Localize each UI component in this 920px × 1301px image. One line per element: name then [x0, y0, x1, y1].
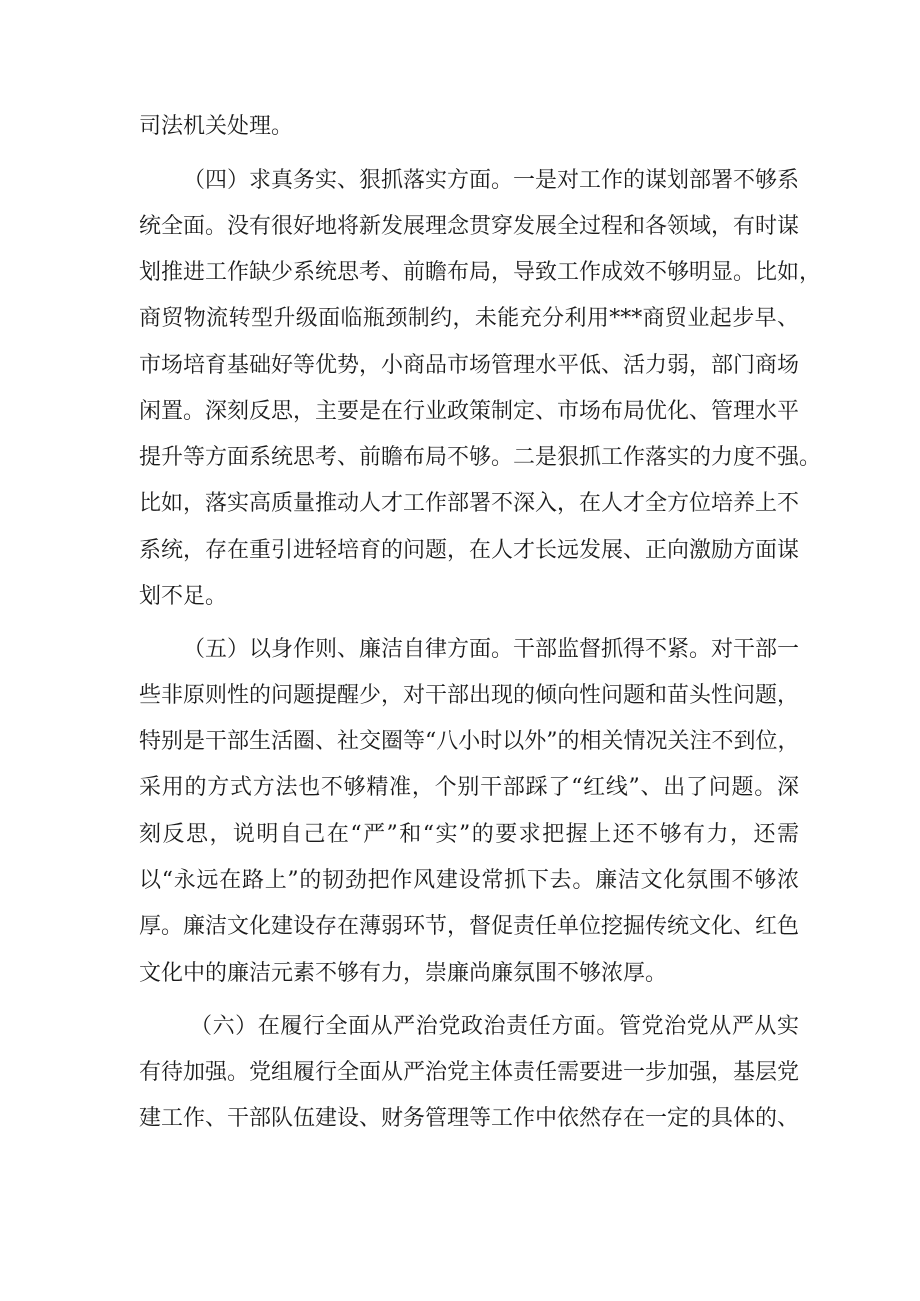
text-line: 系统，存在重引进轻培育的问题，在人才长远发展、正向激励方面谋 [139, 538, 800, 563]
text-line: 以“永远在路上”的韧劲把作风建设常抓下去。廉洁文化氛围不够浓 [139, 868, 799, 893]
text-line: 统全面。没有很好地将新发展理念贯穿发展全过程和各领域，有时谋 [139, 214, 800, 239]
text-line: 文化中的廉洁元素不够有力，崇廉尚廉氛围不够浓厚。 [139, 961, 668, 986]
paragraph-heading-line: （六）在履行全面从严治党政治责任方面。管党治党从严从实 [190, 1014, 799, 1039]
text-line: 司法机关处理。 [139, 114, 294, 139]
text-line: 有待加强。党组履行全面从严治党主体责任需要进一步加强，基层党 [139, 1060, 800, 1085]
text-line: 划推进工作缺少系统思考、前瞻布局，导致工作成效不够明显。比如， [139, 260, 822, 285]
paragraph-heading-line: （四）求真务实、狠抓落实方面。一是对工作的谋划部署不够系 [183, 168, 800, 193]
text-line: 刻反思，说明自己在“严”和“实”的要求把握上还不够有力，还需 [139, 822, 799, 847]
paragraph-heading-line: （五）以身作则、廉洁自律方面。干部监督抓得不紧。对干部一 [183, 637, 800, 662]
text-line: 市场培育基础好等优势，小商品市场管理水平低、活力弱，部门商场 [139, 353, 800, 378]
text-line: 提升等方面系统思考、前瞻布局不够。二是狠抓工作落实的力度不强。 [139, 445, 822, 470]
text-line: 建工作、干部队伍建设、财务管理等工作中依然存在一定的具体的、 [139, 1106, 800, 1131]
text-line: 采用的方式方法也不够精准，个别干部踩了“红线”、出了问题。深 [139, 775, 799, 800]
text-line: 特别是干部生活圈、社交圈等“八小时以外”的相关情况关注不到位， [139, 729, 800, 754]
text-line: 商贸物流转型升级面临瓶颈制约，未能充分利用***商贸业起步早、 [139, 306, 799, 331]
text-line: 划不足。 [139, 584, 228, 609]
text-line: 比如，落实高质量推动人才工作部署不深入，在人才全方位培养上不 [139, 491, 800, 516]
text-line: 厚。廉洁文化建设存在薄弱环节，督促责任单位挖掘传统文化、红色 [139, 914, 800, 939]
text-line: 些非原则性的问题提醒少，对干部出现的倾向性问题和苗头性问题， [139, 683, 800, 708]
text-line: 闲置。深刻反思，主要是在行业政策制定、市场布局优化、管理水平 [139, 399, 800, 424]
